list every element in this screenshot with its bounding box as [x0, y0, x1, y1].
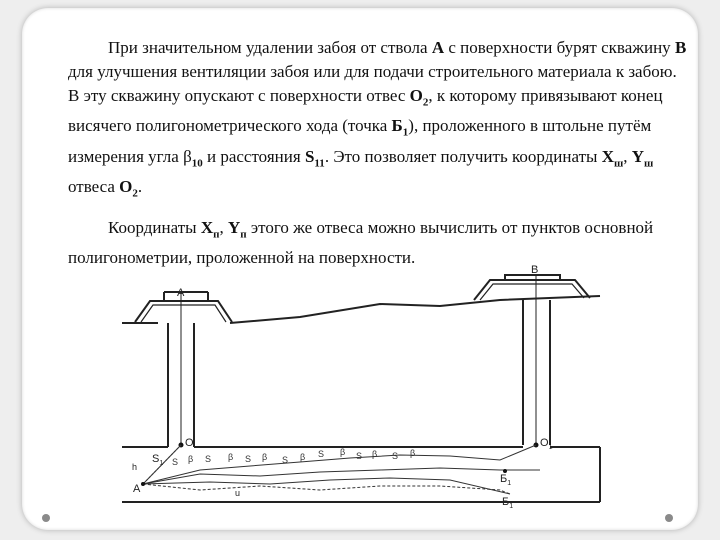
label-B-prime: $Б_1$ [502, 496, 514, 510]
point-B1 [503, 469, 507, 473]
traverse-label-1: S [172, 457, 179, 467]
paragraph-2: Координаты $X_п$, $Y_п$ этого же отвеса можно вычислить от пунктов основной полигонометрии, проложенной на поверхности. [68, 218, 654, 268]
traverse-label-4: β [228, 452, 234, 462]
traverse-label-7: S [282, 455, 289, 465]
label-borehole-B: В [674, 38, 687, 57]
traverse-label-3: S [205, 454, 212, 464]
label-B-top: В [531, 264, 539, 276]
traverse-label-9: S [318, 449, 325, 459]
nav-dot-left [42, 514, 50, 522]
traverse-labels [172, 447, 415, 467]
paragraph-1: При значительном удалении забоя от ствола А с поверхности бурят скважину В для улучшения вентиляции забоя или для подачи строительного материала к забою. В эту скважину опускают с поверхности отвес $О_2$, к которому привязывают конец висячего полигонометрического хода (точка $Б_1$), проложенного в штольне путём измерения угла $\beta_{10}$ и расстояния $S_{11}$. Это позволяет получить координаты $X_ш$, $Y_ш$ отвеса $О_2$. [68, 38, 687, 200]
traverse-label-6: β [262, 452, 268, 462]
label-u: u [235, 488, 241, 498]
traverse-label-14: β [410, 448, 416, 458]
traverse-label-11: S [356, 451, 363, 461]
label-A-top: А [177, 287, 185, 299]
label-coord-Y: $Y_ш$ [631, 146, 654, 170]
label-S1: $S_1$ [152, 453, 164, 467]
label-h: h [132, 462, 138, 472]
point-A [141, 482, 145, 486]
label-A-bottom: A [133, 483, 141, 495]
label-plumb-O2-end: $О_2$ [119, 177, 138, 200]
label-O: O [185, 437, 194, 449]
label-coord-Xp: $X_п$ [200, 218, 220, 241]
label-plumb-O2: $О_2$ [409, 86, 429, 109]
label-point-B1: $Б_1$ [391, 116, 409, 139]
label-angle-beta: $\beta_{10}$ [183, 146, 203, 170]
label-B1: $Б_1$ [500, 473, 512, 487]
traverse-label-12: β [372, 449, 378, 459]
nav-dot-right [665, 514, 673, 522]
label-coord-Yp: $Y_п$ [227, 218, 247, 241]
traverse-label-8: β [300, 452, 306, 462]
label-O1: $O_1$ [540, 437, 553, 451]
borehole-B [523, 275, 550, 445]
traverse-label-5: S [245, 454, 252, 464]
shaft-A [168, 292, 194, 447]
label-coord-X: $X_ш$ [601, 146, 624, 170]
label-distance-S11: $S_{11}$ [304, 146, 325, 170]
label-shaft-A: А [431, 38, 445, 57]
traverse-label-13: S [392, 451, 399, 461]
traverse-label-2: β [188, 454, 194, 464]
traverse-label-10: β [340, 447, 346, 457]
